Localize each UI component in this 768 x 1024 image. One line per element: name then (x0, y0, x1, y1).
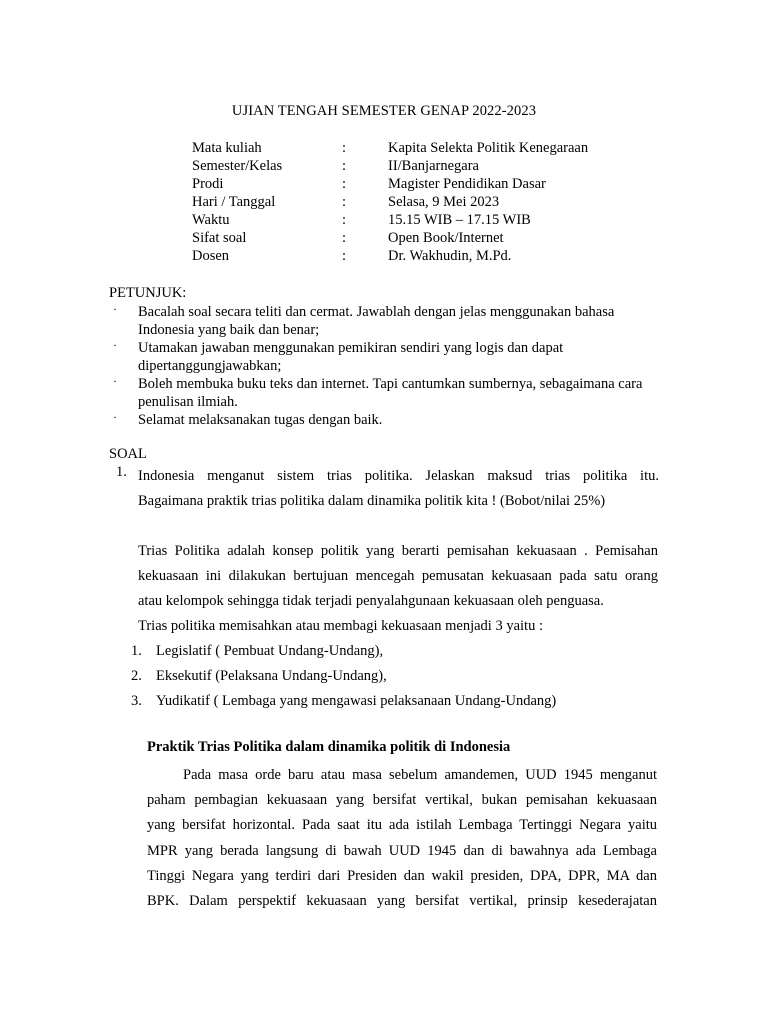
answer-paragraph: Trias politika memisahkan atau membagi kekuasaan menjadi 3 yaitu : (138, 618, 543, 634)
list-number: 1. (131, 643, 142, 659)
answer-line: atau kelompok sehingga tidak terjadi penyalahgunaan kekuasaan oleh penguasa. (138, 593, 604, 609)
instruction-text: Bacalah soal secara teliti dan cermat. Jawablah dengan jelas menggunakan bahasa Indonesia yang baik dan benar; (138, 304, 615, 338)
info-colon: : (342, 176, 347, 192)
list-number: 2. (131, 668, 142, 684)
info-value: Selasa, 9 Mei 2023 (388, 194, 500, 210)
instruction-text: Selamat melaksanakan tugas dengan baik. (138, 412, 383, 428)
list-text: Legislatif ( Pembuat Undang-Undang), (156, 643, 384, 659)
answer-paragraph (138, 539, 658, 614)
branches-list (131, 639, 651, 714)
info-colon: : (342, 194, 347, 210)
body-line: Tinggi Negara yang terdiri dari Presiden dan wakil presiden, DPA, DPR, MA dan (147, 867, 657, 884)
body-line: Pada masa orde baru atau masa sebelum amandemen, UUD 1945 menganut (183, 767, 657, 783)
info-row (192, 247, 672, 265)
section-subheading: Praktik Trias Politika dalam dinamika politik di Indonesia (147, 739, 511, 755)
answer-block (138, 539, 658, 639)
info-colon: : (342, 158, 347, 174)
section-body (147, 763, 657, 914)
exam-title: UJIAN TENGAH SEMESTER GENAP 2022-2023 (231, 103, 537, 119)
info-key: Waktu (192, 212, 230, 228)
answer-line: Trias Politika adalah konsep politik yang berarti pemisahan kekuasaan . Pemisahan (138, 543, 658, 559)
info-row (192, 175, 672, 193)
info-colon: : (342, 230, 347, 246)
list-item (131, 639, 651, 664)
info-value: Dr. Wakhudin, M.Pd. (388, 248, 512, 264)
info-key: Prodi (192, 176, 224, 192)
bullet-icon: · (113, 338, 117, 352)
instruction-item (109, 411, 669, 429)
info-key: Semester/Kelas (192, 158, 283, 174)
exam-info-table (192, 139, 672, 265)
bullet-icon: · (113, 374, 117, 388)
list-text: Eksekutif (Pelaksana Undang-Undang), (156, 668, 387, 684)
instruction-item (109, 375, 669, 411)
info-key: Dosen (192, 248, 230, 264)
bullet-icon: · (113, 410, 117, 424)
info-value: II/Banjarnegara (388, 158, 479, 174)
info-colon: : (342, 212, 347, 228)
info-row (192, 193, 672, 211)
body-line: paham pembagian kekuasaan yang bersifat vertikal, bukan pemisahan kekuasaan (147, 792, 657, 809)
info-value: 15.15 WIB – 17.15 WIB (388, 212, 531, 228)
instruction-item (109, 303, 669, 339)
info-key: Mata kuliah (192, 140, 262, 156)
info-key: Sifat soal (192, 230, 247, 246)
list-item (131, 664, 651, 689)
info-value: Magister Pendidikan Dasar (388, 176, 546, 192)
list-text: Yudikatif ( Lembaga yang mengawasi pelaksanaan Undang-Undang) (156, 693, 557, 709)
answer-line: kekuasaan ini dilakukan bertujuan mencegah pemusatan kekuasaan pada satu orang (138, 568, 658, 584)
bullet-icon: · (113, 302, 117, 316)
info-row (192, 139, 672, 157)
instructions-heading: PETUNJUK: (109, 285, 187, 301)
info-row (192, 157, 672, 175)
info-row (192, 211, 672, 229)
questions-heading: SOAL (109, 446, 147, 462)
question-number: 1. (116, 464, 127, 480)
info-colon: : (342, 140, 347, 156)
info-key: Hari / Tanggal (192, 194, 276, 210)
question-text-line: Indonesia menganut sistem trias politika. Jelaskan maksud trias politika itu. (138, 468, 659, 484)
info-row (192, 229, 672, 247)
instructions-list (109, 303, 669, 429)
question-1 (109, 464, 659, 514)
instruction-item (109, 339, 669, 375)
info-value: Kapita Selekta Politik Kenegaraan (388, 140, 589, 156)
list-item (131, 689, 651, 714)
body-line: BPK. Dalam perspektif kekuasaan yang bersifat vertikal, prinsip kesederajatan (147, 893, 657, 910)
question-text-line: Bagaimana praktik trias politika dalam dinamika politik kita ! (Bobot/nilai 25%) (138, 493, 606, 509)
list-number: 3. (131, 693, 142, 709)
instruction-text: Boleh membuka buku teks dan internet. Tapi cantumkan sumbernya, sebagaimana cara penulisan ilmiah. (138, 376, 643, 410)
body-line: yang bersifat horizontal. Pada saat itu ada istilah Lembaga Tertinggi Negara yaitu (147, 817, 657, 834)
body-line: MPR yang berada langsung di bawah UUD 1945 dan di bawahnya ada Lembaga (147, 842, 657, 859)
info-colon: : (342, 248, 347, 264)
instruction-text: Utamakan jawaban menggunakan pemikiran sendiri yang logis dan dapat dipertanggungjawabkan; (138, 340, 564, 374)
info-value: Open Book/Internet (388, 230, 504, 246)
